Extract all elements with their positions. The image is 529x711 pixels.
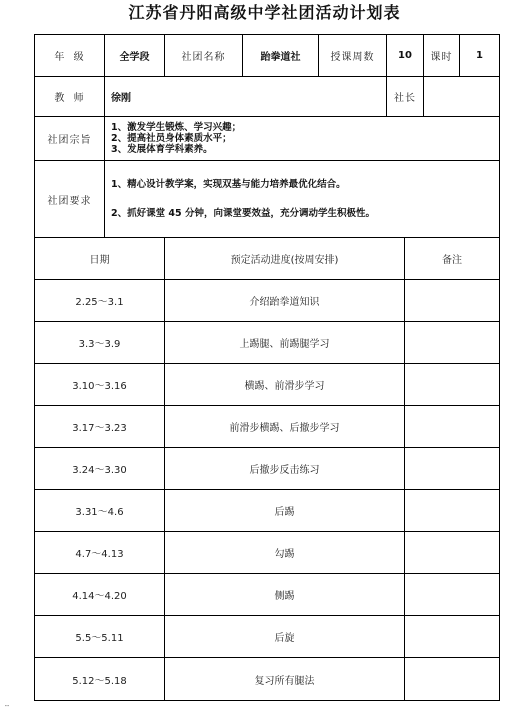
teacher-value: 徐刚 — [111, 93, 131, 104]
page-title: 江苏省丹阳高级中学社团活动计划表 — [128, 3, 401, 22]
row-note — [405, 658, 499, 700]
row-activity: 横踢、前滑步学习 — [244, 381, 325, 392]
corner-mark-icon: ⠒ — [4, 702, 10, 711]
row-activity: 后踢 — [274, 507, 295, 518]
header-activity: 预定活动进度(按周安排) — [230, 255, 339, 266]
weeks-label: 授课周数 — [330, 52, 375, 63]
president-value — [424, 77, 499, 116]
grade-label: 年 级 — [54, 52, 85, 63]
row-note — [405, 322, 499, 363]
row-note — [405, 616, 499, 657]
row-date: 3.17～3.23 — [72, 423, 127, 434]
row-date: 5.5～5.11 — [75, 633, 124, 644]
row-activity: 前滑步横踢、后撤步学习 — [229, 423, 340, 434]
row-activity: 后旋 — [274, 633, 295, 644]
row-date: 3.10～3.16 — [72, 381, 127, 392]
header-date: 日期 — [89, 255, 110, 266]
hours-label: 课时 — [430, 52, 453, 63]
club-name-label: 社团名称 — [181, 52, 226, 63]
row-date: 3.31～4.6 — [75, 507, 124, 518]
row-activity: 复习所有腿法 — [254, 675, 315, 687]
purpose-line: 2、提高社员身体素质水平； — [111, 133, 232, 144]
row-activity: 后撤步反击练习 — [249, 465, 320, 476]
row-note — [405, 406, 499, 447]
requirement-line: 1、精心设计教学案，实现双基与能力培养最优化结合。 — [111, 179, 346, 190]
row-date: 2.25～3.1 — [75, 297, 124, 308]
requirements-text — [111, 161, 496, 237]
purpose-label: 社团宗旨 — [47, 135, 92, 146]
requirement-line: 2、抓好课堂 45 分钟，向课堂要效益，充分调动学生积极性。 — [111, 208, 375, 219]
grade-value: 全学段 — [119, 52, 150, 63]
row-date: 4.14～4.20 — [72, 591, 127, 602]
row-date: 3.3～3.9 — [78, 339, 121, 350]
row-activity: 介绍跆拳道知识 — [249, 297, 320, 308]
row-note — [405, 490, 499, 531]
row-note — [405, 448, 499, 489]
row-date: 4.7～4.13 — [75, 549, 124, 560]
requirements-label: 社团要求 — [47, 195, 92, 207]
row-activity: 上踢腿、前踢腿学习 — [239, 339, 330, 350]
row-note — [405, 280, 499, 321]
row-note — [405, 364, 499, 405]
president-label: 社长 — [394, 93, 416, 104]
row-activity: 勾踢 — [274, 549, 295, 560]
club-name-value: 跆拳道社 — [260, 52, 301, 63]
header-note: 备注 — [442, 255, 462, 266]
row-activity: 侧踢 — [274, 591, 295, 602]
purpose-line: 3、发展体育学科素养。 — [111, 144, 213, 155]
purpose-text — [111, 117, 496, 160]
row-note — [405, 532, 499, 573]
weeks-value: 10 — [398, 50, 412, 61]
purpose-line: 1、激发学生锻炼、学习兴趣； — [111, 122, 242, 133]
teacher-label: 教 师 — [54, 93, 85, 104]
row-note — [405, 574, 499, 615]
hours-value: 1 — [476, 50, 483, 61]
row-date: 5.12～5.18 — [72, 675, 127, 687]
row-date: 3.24～3.30 — [72, 465, 127, 476]
